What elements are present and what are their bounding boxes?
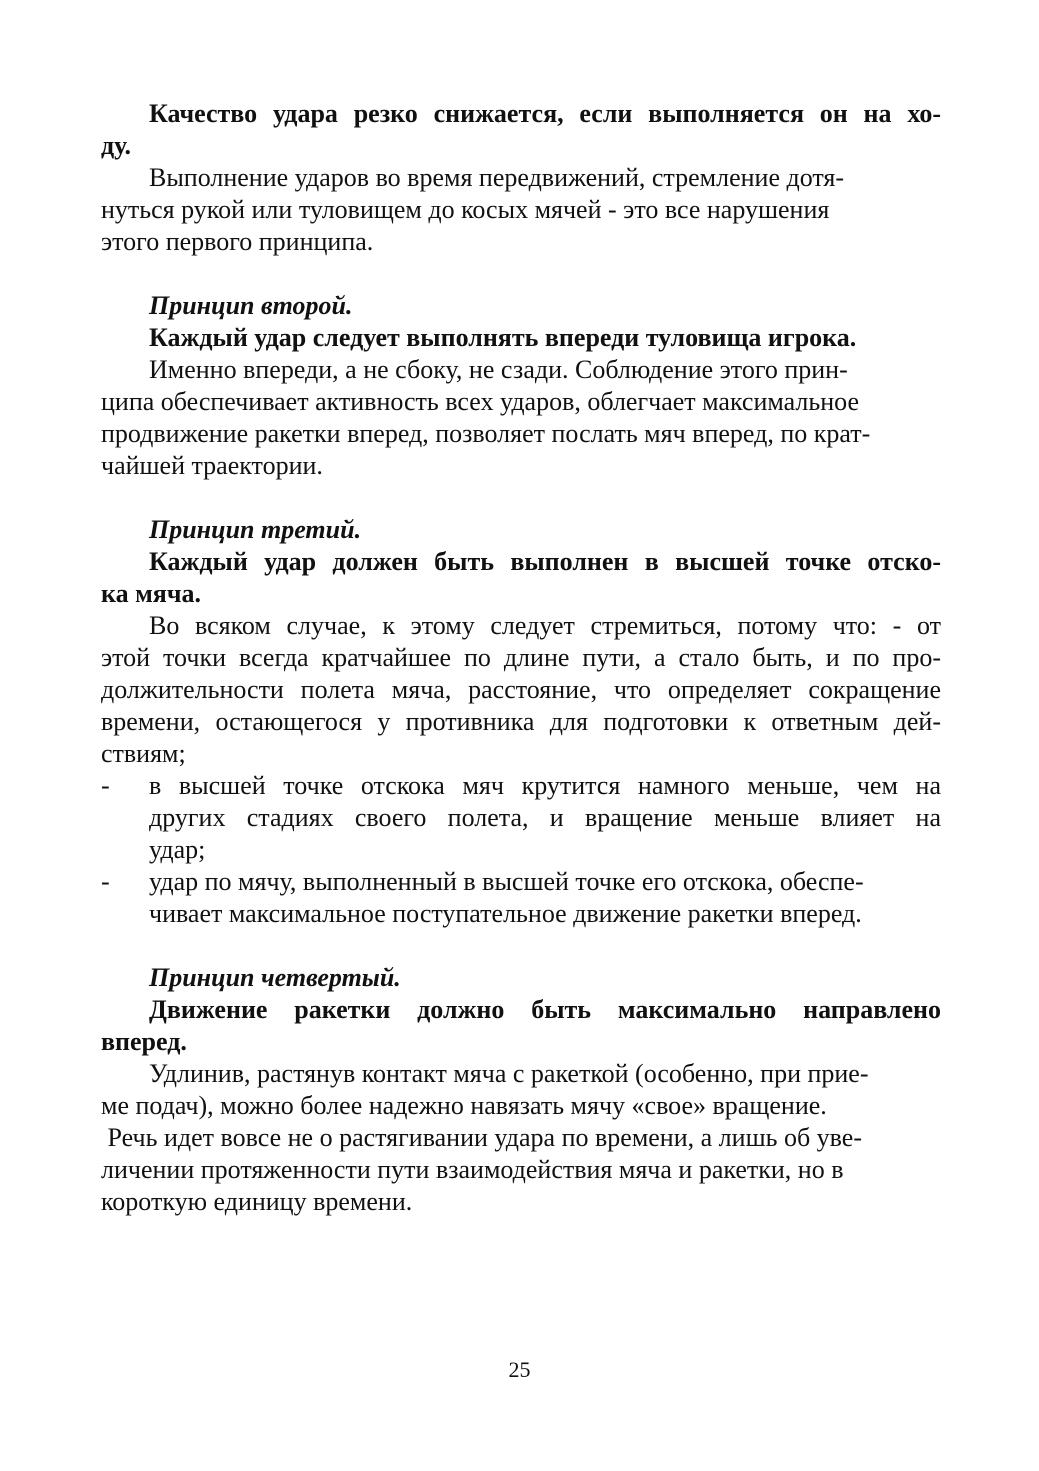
intro-body-line: этого первого принципа. [101, 227, 374, 256]
principle-4-body-line: личении протяженности пути взаимодействия мяча и ракетки, но в [101, 1155, 844, 1184]
principle-3-body-line: времени, остающегося у противника для подготовки к ответным дей- [101, 707, 941, 736]
paragraph-gap [101, 930, 941, 962]
principle-2-body-line: продвижение ракетки вперед, позволяет послать мяч вперед, по крат- [101, 419, 871, 448]
paragraph-gap [101, 482, 941, 514]
principle-3-body-line: этой точки всегда кратчайшее по длине пути, а стало быть, и по про- [101, 643, 941, 672]
principle-4-heading: Принцип четвертый. [149, 963, 401, 992]
bullet-line: других стадиях своего полета, и вращение меньше влияет на [149, 803, 941, 832]
principle-2-heading: Принцип второй. [149, 291, 353, 320]
intro-bold-line: Качество удара резко снижается, если выполняется он на хо- [149, 99, 941, 128]
bullet-line: чивает максимальное поступательное движение ракетки вперед. [149, 899, 862, 928]
principle-3-body-line: должительности полета мяча, расстояние, что определяет сокращение [101, 675, 941, 704]
page-number: 25 [508, 1357, 531, 1382]
intro-body-line: нуться рукой или туловищем до косых мячей - это все нарушения [101, 195, 830, 224]
page-content [101, 98, 941, 1218]
bullet-text: удар по мячу, выполненный в высшей точке его отскока, обеспе- [149, 867, 864, 896]
bullet-line: удар; [149, 835, 206, 864]
bullet-item [101, 866, 941, 930]
principle-2-body-line: чайшей траектории. [101, 451, 323, 480]
bullet-dash: - [101, 771, 110, 800]
principle-4-body-line: Речь идет вовсе не о растягивании удара по времени, а лишь об уве- [101, 1123, 862, 1152]
principle-4-body-line: ме подач), можно более надежно навязать мячу «свое» вращение. [101, 1091, 827, 1120]
principle-4-bold-line: вперед. [101, 1027, 187, 1056]
bullet-line [101, 866, 941, 898]
bullet-item [101, 770, 941, 866]
principle-3-body-line: ствиям; [101, 739, 186, 768]
intro-bold-line: ду. [101, 131, 132, 160]
principle-2-bold-line: Каждый удар следует выполнять впереди туловища игрока. [149, 323, 857, 352]
principle-3-bold-line: ка мяча. [101, 579, 202, 608]
principle-4-body-line: Удлинив, растянув контакт мяча с ракеткой (особенно, при прие- [149, 1059, 869, 1088]
paragraph-gap [101, 258, 941, 290]
bullet-dash: - [101, 867, 110, 896]
principle-3-body-line: Во всяком случае, к этому следует стремиться, потому что: - от [149, 611, 941, 640]
principle-4-body-line: короткую единицу времени. [101, 1187, 413, 1216]
intro-body-line: Выполнение ударов во время передвижений, стремление дотя- [149, 163, 845, 192]
principle-3-heading: Принцип третий. [149, 515, 362, 544]
bullet-text: в высшей точке отскока мяч крутится намного меньше, чем на [149, 771, 941, 800]
bullet-line [101, 770, 941, 802]
principle-2-body-line: ципа обеспечивает активность всех ударов, облегчает максимальное [101, 387, 860, 416]
principle-3-bold-line: Каждый удар должен быть выполнен в высшей точке отско- [149, 547, 941, 576]
principle-2-body-line: Именно впереди, а не сбоку, не сзади. Соблюдение этого прин- [149, 355, 848, 384]
principle-4-bold-line: Движение ракетки должно быть максимально направлено [149, 995, 941, 1024]
